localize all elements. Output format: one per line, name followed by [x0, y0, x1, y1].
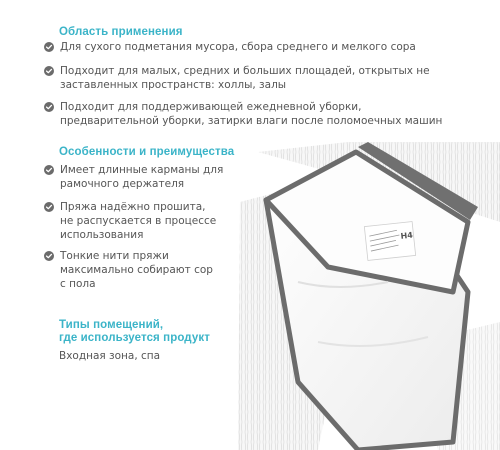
list-item: [44, 40, 416, 54]
check-circle-icon: [44, 102, 54, 112]
list-item-text: Подходит для малых, средних и больших площадей, открытых не заставленных пространств: холлы, залы: [60, 65, 430, 91]
list-item-text: Подходит для поддерживающей ежедневной уборки, предварительной уборки, затирки влаги после поломоечных машин: [60, 101, 443, 127]
section-title-features: Особенности и преимущества: [59, 146, 235, 158]
section-title-room-types: Типы помещений,: [59, 319, 164, 331]
list-item-text: Для сухого подметания мусора, сбора среднего и мелкого сора: [60, 41, 416, 53]
list-item: [44, 249, 213, 291]
list-item: [44, 200, 216, 242]
check-circle-icon: [44, 66, 54, 76]
list-item-text: Пряжа надёжно прошита, не распускается в процессе использования: [60, 201, 217, 241]
check-circle-icon: [44, 42, 54, 52]
check-circle-icon: [44, 165, 54, 175]
section-title-application: Область применения: [59, 26, 183, 38]
list-item: [44, 100, 442, 128]
mop-label-logo: Н4: [400, 230, 414, 241]
check-circle-icon: [44, 202, 54, 212]
section-title-room-types-line2: где используется продукт: [59, 332, 210, 344]
list-item: [44, 64, 430, 92]
list-item-text: Тонкие нити пряжи максимально собирают сор с пола: [60, 250, 213, 290]
mop-illustration: [238, 142, 500, 450]
mop-photo: [238, 142, 500, 450]
room-types-text: Входная зона, спа: [59, 350, 161, 362]
list-item: [44, 163, 223, 191]
list-item-text: Имеет длинные карманы для рамочного держателя: [60, 164, 224, 190]
check-circle-icon: [44, 251, 54, 261]
